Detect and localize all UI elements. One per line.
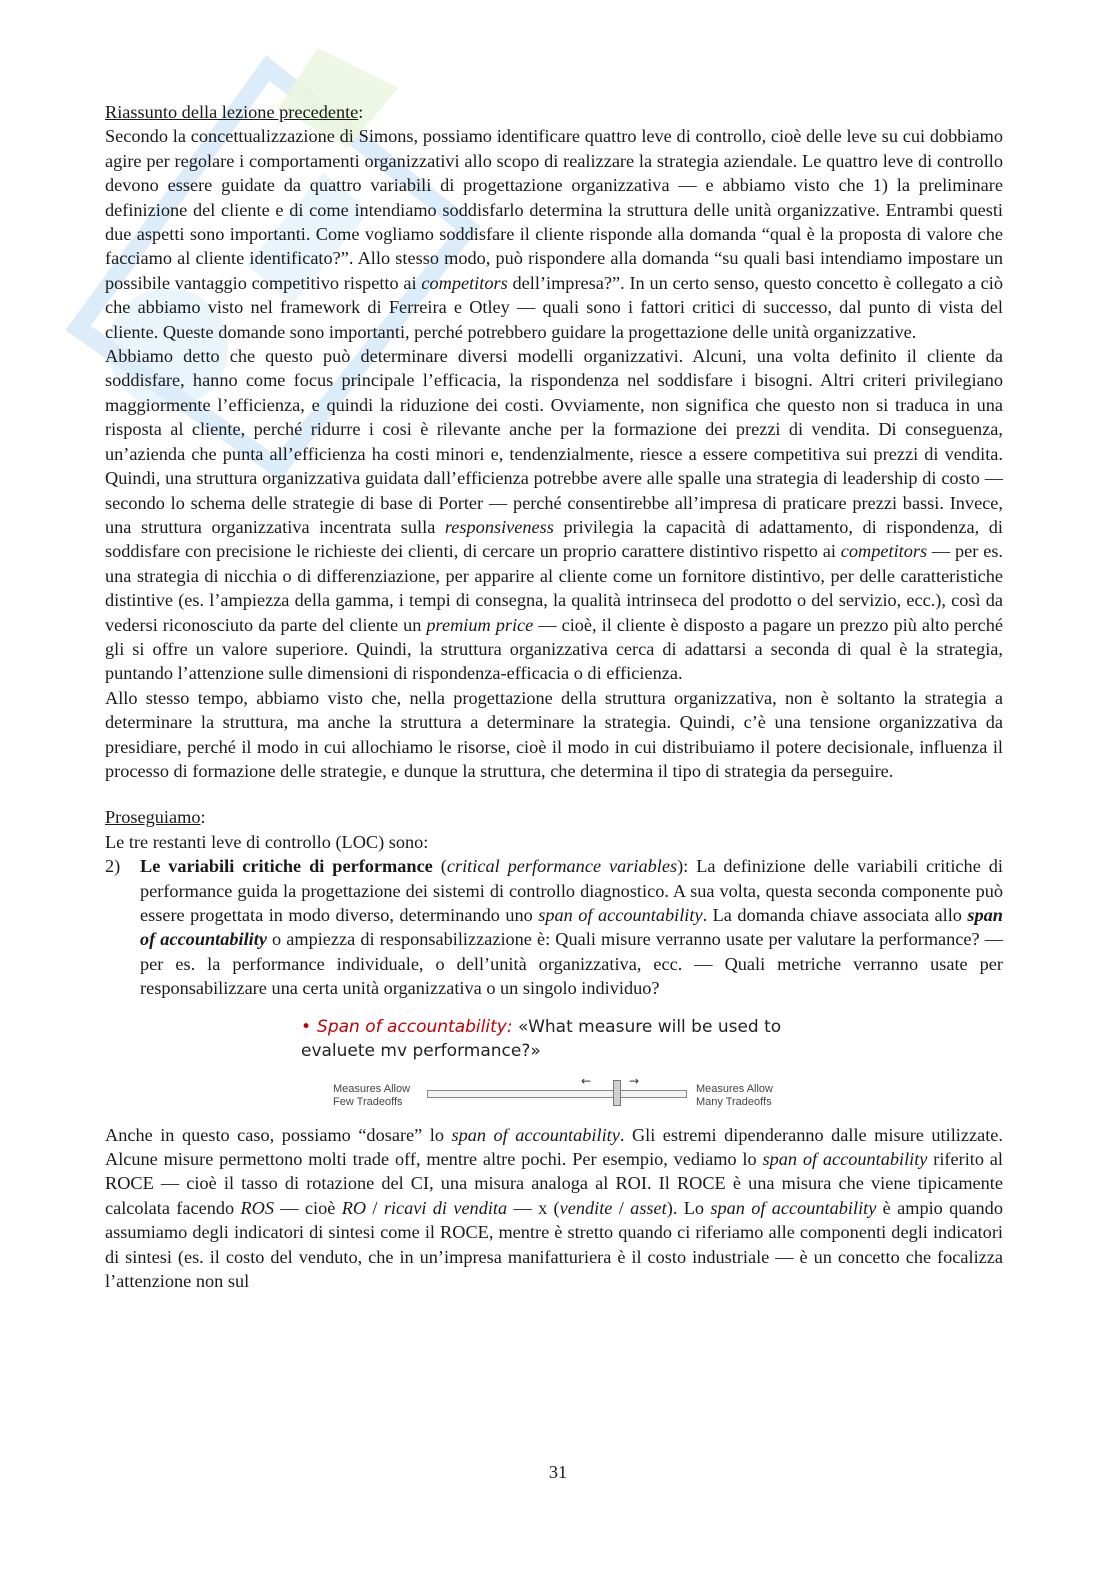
section-continue-heading: Proseguiamo: <box>105 807 206 828</box>
arrow-right-icon: → <box>629 1073 640 1088</box>
figure-caption: • Span of accountability: «What measure will be used to evaluete mv performance?» <box>301 1016 782 1061</box>
scale-bar <box>427 1090 687 1098</box>
section-summary-heading: Riassunto della lezione precedente: <box>105 102 364 122</box>
scale-left-label: Measures Allow Few Tradeoffs <box>333 1082 411 1108</box>
figure-term: Span of accountability <box>317 1016 507 1037</box>
list-item-text: Le variabili critiche di performance (critical performance variables): La definizione delle variabili critiche di performance guida la progettazione dei sistemi di controllo diagnostico. A sua volta, questa seconda componente può essere progettata in modo diverso, determinando uno span of accountability. La domanda chiave associata allo span of accountability o ampiezza di responsabilizzazione è: Quali misure verranno usate per valutare la performance? — per es. la performance individuale, o dell’unità organizzativa, ecc. — Quali metriche verranno usate per responsabilizzare una certa unità organizzativa o un singolo individuo? <box>140 856 1003 999</box>
list-item-number: 2) <box>105 856 121 877</box>
summary-paragraph-1: Secondo la concettualizzazione di Simons, possiamo identificare quattro leve di controllo, cioè delle leve su cui dobbiamo agire per regolare i comportamenti organizzativi allo scopo di realizzare la strategia aziendale. Le quattro leve di controllo devono essere guidate da quattro variabili di progettazione organizzativa — e abbiamo visto che 1) la preliminare definizione del cliente e di come intendiamo soddisfarlo determina la struttura delle unità organizzative. Entrambi questi due aspetti sono importanti. Come vogliamo soddisfare il cliente risponde alla domanda “qual è la proposta di valore che facciamo al cliente identificato?”. Allo stesso modo, può rispondere alla domanda “su quali basi intendiamo impostare un possibile vantaggio competitivo rispetto ai competitors dell’impresa?”. In un certo senso, questo concetto è collegato a ciò che abbiamo visto nel framework di Ferreira e Otley — quali sono i fattori critici di successo, dal punto di vista del cliente. Queste domande sono importanti, perché potrebbero guidare la progettazione delle unità organizzative. <box>105 126 1003 342</box>
figure-question: «What measure will be used to evaluete mv performance?» <box>301 1016 782 1061</box>
arrow-left-icon: ← <box>581 1073 592 1088</box>
intro-line: Le tre restanti leve di controllo (LOC) sono: <box>105 831 429 852</box>
tradeoff-scale <box>333 1073 773 1115</box>
page-body <box>105 100 1003 1293</box>
summary-paragraph-3: Allo stesso tempo, abbiamo visto che, nella progettazione della struttura organizzativa, non è soltanto la strategia a determinare la struttura, ma anche la struttura a determinare la strategia. Quindi, c’è una tensione organizzativa da presidiare, perché il modo in cui allochiamo le risorse, cioè il modo in cui distribuiamo il potere decisionale, influenza il processo di formazione delle strategie, e dunque la struttura, che determina il tipo di strategia da perseguire. <box>105 687 1003 781</box>
bullet-icon: • <box>301 1016 312 1037</box>
scale-slider-handle <box>613 1080 621 1106</box>
page-number: 31 <box>548 1462 568 1482</box>
accountability-paragraph: Anche in questo caso, possiamo “dosare” lo span of accountability. Gli estremi dipenderanno dalle misure utilizzate. Alcune misure permettono molti trade off, mentre altre pochi. Per esempio, vediamo lo span of accountability riferito al ROCE — cioè il tasso di rotazione del CI, una misura analoga al ROI. Il ROCE è una misura che viene tipicamente calcolata facendo ROS — cioè RO / ricavi di vendita — x (vendite / asset). Lo span of accountability è ampio quando assumiamo degli indicatori di sintesi come il ROCE, mentre è stretto quando ci riferiamo alle componenti degli indicatori di sintesi (es. il costo del venduto, che in un’impresa manifatturiera è il costo industriale — è un concetto che focalizza l’attenzione non sul <box>105 1124 1004 1292</box>
span-figure <box>105 1015 1003 1123</box>
summary-paragraph-2: Abbiamo detto che questo può determinare diversi modelli organizzativi. Alcuni, una volta definito il cliente da soddisfare, hanno come focus principale l’efficacia, la rispondenza nel soddisfare i bisogni. Altri criteri privilegiano maggiormente l’efficienza, e quindi la riduzione dei costi. Ovviamente, non significa che questo non si traduca in una risposta al cliente, perché ridurre i cosi è rilevante anche per la formazione dei prezzi di vendita. Di conseguenza, un’azienda che punta all’efficienza ha costi minori e, tendenzialmente, riesce a essere competitiva sui prezzi di vendita. Quindi, una struttura organizzativa guidata dall’efficienza potrebbe avere alle spalle una strategia di leadership di costo — secondo lo schema delle strategie di base di Porter — perché consentirebbe all’impresa di praticare prezzi bassi. Invece, una struttura organizzativa incentrata sulla responsiveness privilegia la capacità di adattamento, di rispondenza, di soddisfare con precisione le richieste dei clienti, di cercare un proprio carattere distintivo rispetto ai competitors — per es. una strategia di nicchia o di differenziazione, per apparire al cliente come un fornitore distintivo, per delle caratteristiche distintive (es. l’ampiezza della gamma, i tempi di consegna, la qualità intrinseca del prodotto o del servizio, ecc.), così da vedersi riconosciuto da parte del cliente un premium price — cioè, il cliente è disposto a pagare un prezzo più alto perché gli si offre un valore superiore. Quindi, la struttura organizzativa cerca di adattarsi a seconda di qual è la strategia, puntando l’attenzione sulle dimensioni di rispondenza-efficacia o di efficienza. <box>105 346 1004 684</box>
scale-right-label: Measures Allow Many Tradeoffs <box>695 1082 773 1108</box>
list-item <box>105 854 1003 1000</box>
